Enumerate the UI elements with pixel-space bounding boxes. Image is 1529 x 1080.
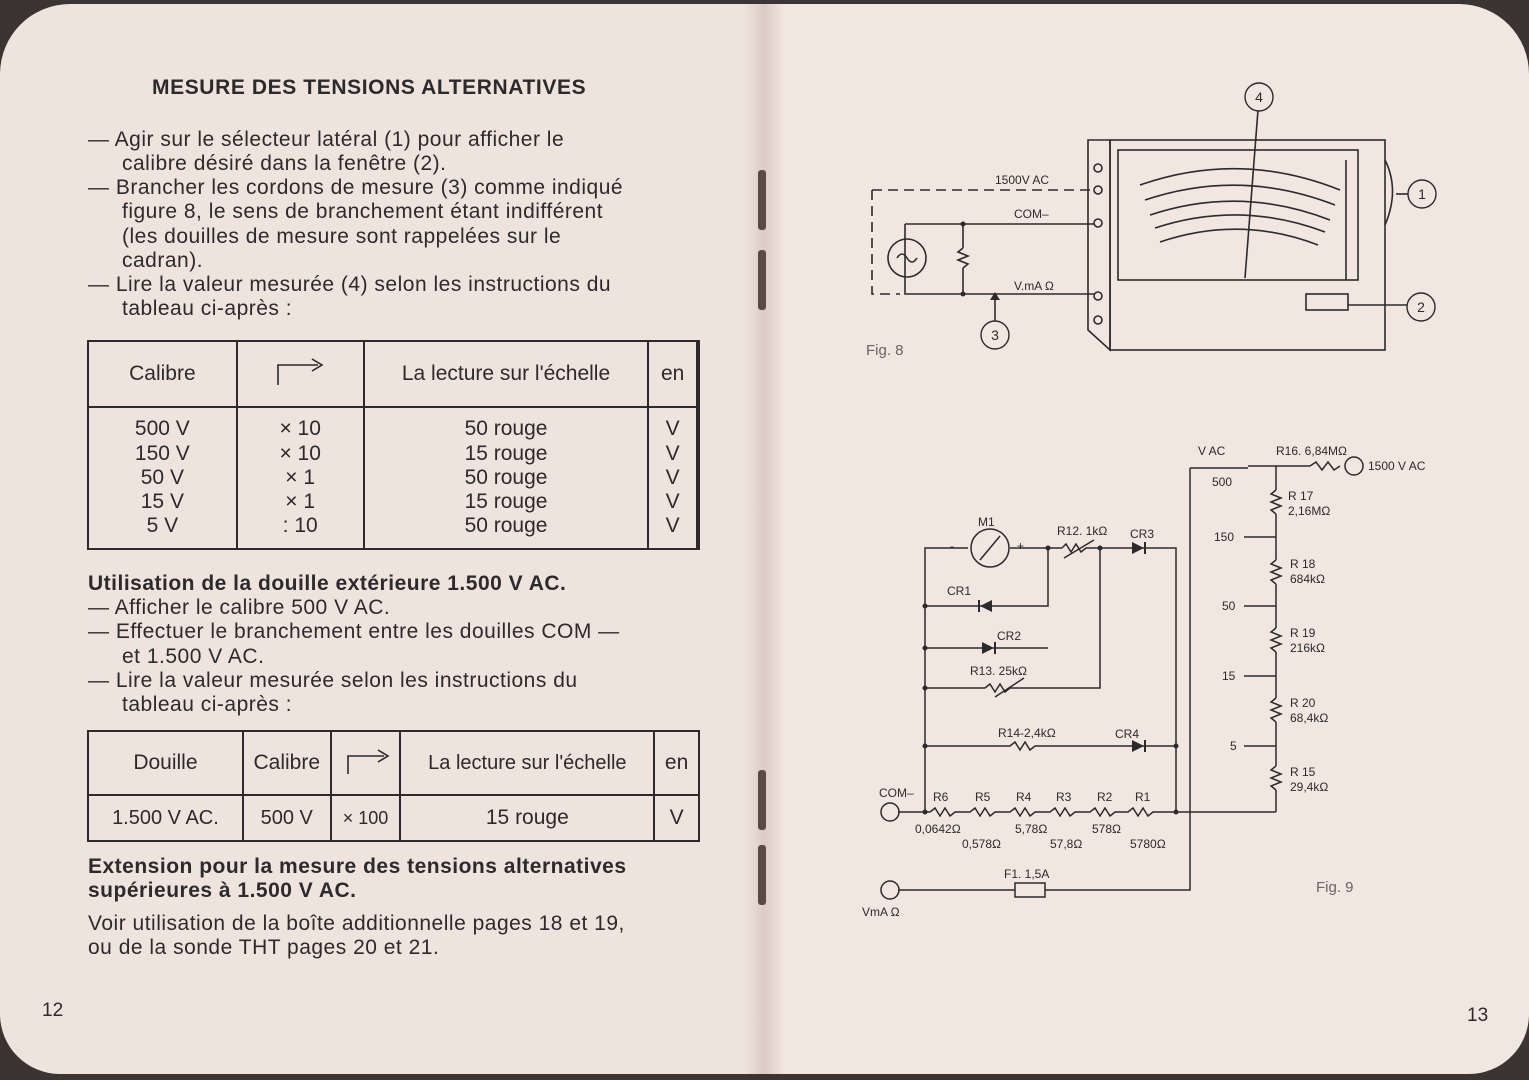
fig9-r13-label: R13. 25kΩ [970,664,1027,678]
section2-line-4: — Lire la valeur mesurée selon les instructions du [88,669,578,692]
unit2-cell: V [654,795,699,841]
fig9-r6-label: R6 [933,790,949,804]
section3-title-line-1: Extension pour la mesure des tensions alternatives [88,855,627,878]
header-calibre2: Calibre [243,731,331,795]
fig9-m1-label: M1 [978,515,995,529]
unit-cell: V [665,417,680,441]
fig9-r20-value: 68,4kΩ [1290,711,1329,725]
fig9-tap-15: 15 [1222,669,1236,683]
section3-title-line-2: supérieures à 1.500 V AC. [88,879,357,902]
unit-cell: V [665,465,680,489]
fig9-labels [862,444,1426,919]
fig8-caption: Fig. 8 [866,342,904,359]
fig9-r16-label: R16. 6,84MΩ [1276,444,1348,458]
calibre-cell: 15 V [140,490,184,514]
intro-line-3: — Brancher les cordons de mesure (3) comme indiqué [88,176,624,199]
intro-line-8: tableau ci-après : [122,297,293,320]
callout-1-label: 1 [1418,186,1426,202]
fig9-caption: Fig. 9 [1316,879,1354,896]
multiplier-cell: × 1 [285,490,316,514]
calibre-cell: 500 V [134,417,190,441]
fig8-1500v-label: 1500V AC [995,173,1050,187]
intro-line-1: — Agir sur le sélecteur latéral (1) pour afficher le [88,128,565,151]
fig9-r1-label: R1 [1135,790,1151,804]
section3-line-2: ou de la sonde THT pages 20 et 21. [88,936,440,959]
fig9-r12-label: R12. 1kΩ [1057,524,1108,538]
calibre2-cell: 500 V [243,795,331,841]
calibre-cell: 150 V [134,441,190,465]
douille-cell: 1.500 V AC. [88,795,243,841]
fig9-r4-label: R4 [1016,790,1032,804]
fig9-vma-label: VmA Ω [862,905,900,919]
lecture-cell: 50 rouge [464,465,548,489]
header-douille: Douille [88,731,243,795]
fig9-plus: + [1017,539,1025,553]
section2-line-1: — Afficher le calibre 500 V AC. [88,596,391,619]
fig9-r19-name: R 19 [1290,626,1316,640]
lecture-cell: 50 rouge [464,417,548,441]
page-number-left: 12 [42,1000,64,1021]
fig9-minus: - [950,539,954,553]
fig9-r15-name: R 15 [1290,765,1316,779]
fig9-cr4-label: CR4 [1115,727,1140,741]
fig9-r15-value: 29,4kΩ [1290,780,1329,794]
fig9-r3-value: 57,8Ω [1050,837,1083,851]
callout-3-label: 3 [991,327,999,343]
page-number-right: 13 [1467,1005,1489,1026]
fig9-r17-value: 2,16MΩ [1288,504,1331,518]
fig9-tap-5: 5 [1230,739,1237,753]
fig9-f1-label: F1. 1,5A [1004,867,1050,881]
multiplier-cell: × 10 [279,441,321,465]
fig9-com-label: COM– [879,786,914,800]
fig9-r19-value: 216kΩ [1290,641,1325,655]
intro-line-2: calibre désiré dans la fenêtre (2). [122,152,447,175]
fig9-r17-name: R 17 [1288,489,1314,503]
fig9-r20-name: R 20 [1290,696,1316,710]
fig9-tap-50: 50 [1222,599,1236,613]
page-title: MESURE DES TENSIONS ALTERNATIVES [152,76,587,99]
unit-cell: V [665,490,680,514]
fig9-r4-value: 5,78Ω [1015,822,1048,836]
header-en2: en [654,731,699,795]
fig9-r3-label: R3 [1056,790,1072,804]
fig9-r6-value: 0,0642Ω [915,822,961,836]
unit-cell: V [665,441,680,465]
multiplier-cell: : 10 [282,514,318,538]
fig9-r18-name: R 18 [1290,557,1316,571]
fig9-tap-150: 150 [1214,530,1235,544]
section3-line-1: Voir utilisation de la boîte additionnelle pages 18 et 19, [88,912,625,935]
multiplier-cell: × 1 [285,465,316,489]
section2-line-5: tableau ci-après : [122,693,293,716]
fig9-cr3-label: CR3 [1130,527,1155,541]
lecture2-cell: 15 rouge [400,795,654,841]
fig9-r5-label: R5 [975,790,991,804]
unit-cell: V [665,514,680,538]
lecture-cell: 15 rouge [464,490,548,514]
header-en: en [648,341,698,407]
fig9-cr2-label: CR2 [997,629,1022,643]
fig9-diodes [923,542,1179,815]
intro-line-7: — Lire la valeur mesurée (4) selon les instructions du [88,273,612,296]
callout-2-label: 2 [1417,299,1425,315]
intro-line-4: figure 8, le sens de branchement étant indifférent [122,200,604,223]
section2-line-3: et 1.500 V AC. [122,645,265,668]
fig9-r5-value: 0,578Ω [962,837,1001,851]
intro-line-5: (les douilles de mesure sont rappelées sur le [122,225,562,248]
callout-4-label: 4 [1255,89,1263,105]
section2-title: Utilisation de la douille extérieure 1.500 V AC. [88,572,567,595]
lecture-cell: 50 rouge [464,514,548,538]
fig9-r18-value: 684kΩ [1290,572,1325,586]
fig9-r2-value: 578Ω [1092,822,1121,836]
fig8-com-label: COM– [1014,207,1049,221]
fig9-r2-label: R2 [1097,790,1113,804]
header-lecture: La lecture sur l'échelle [364,341,649,407]
section2-line-2: — Effectuer le branchement entre les douilles COM — [88,620,620,643]
fig9-r1-value: 5780Ω [1130,837,1166,851]
lecture-cell: 15 rouge [464,441,548,465]
header-lecture2: La lecture sur l'échelle [400,731,654,795]
header-calibre: Calibre [88,341,237,407]
fig9-1500v-label: 1500 V AC [1368,459,1426,473]
intro-line-6: cadran). [122,249,204,272]
fig9-r14-label: R14-2,4kΩ [998,726,1056,740]
fig9-tap-500: 500 [1212,475,1233,489]
calibre-cell: 50 V [140,465,184,489]
calibre-cell: 5 V [146,514,179,538]
fig9-cr1-label: CR1 [947,584,972,598]
multiplier2-cell: × 100 [331,795,401,841]
multiplier-cell: × 10 [279,417,321,441]
fig8-vma-label: V.mA Ω [1014,279,1054,293]
fig9-vac-label: V AC [1198,444,1226,458]
